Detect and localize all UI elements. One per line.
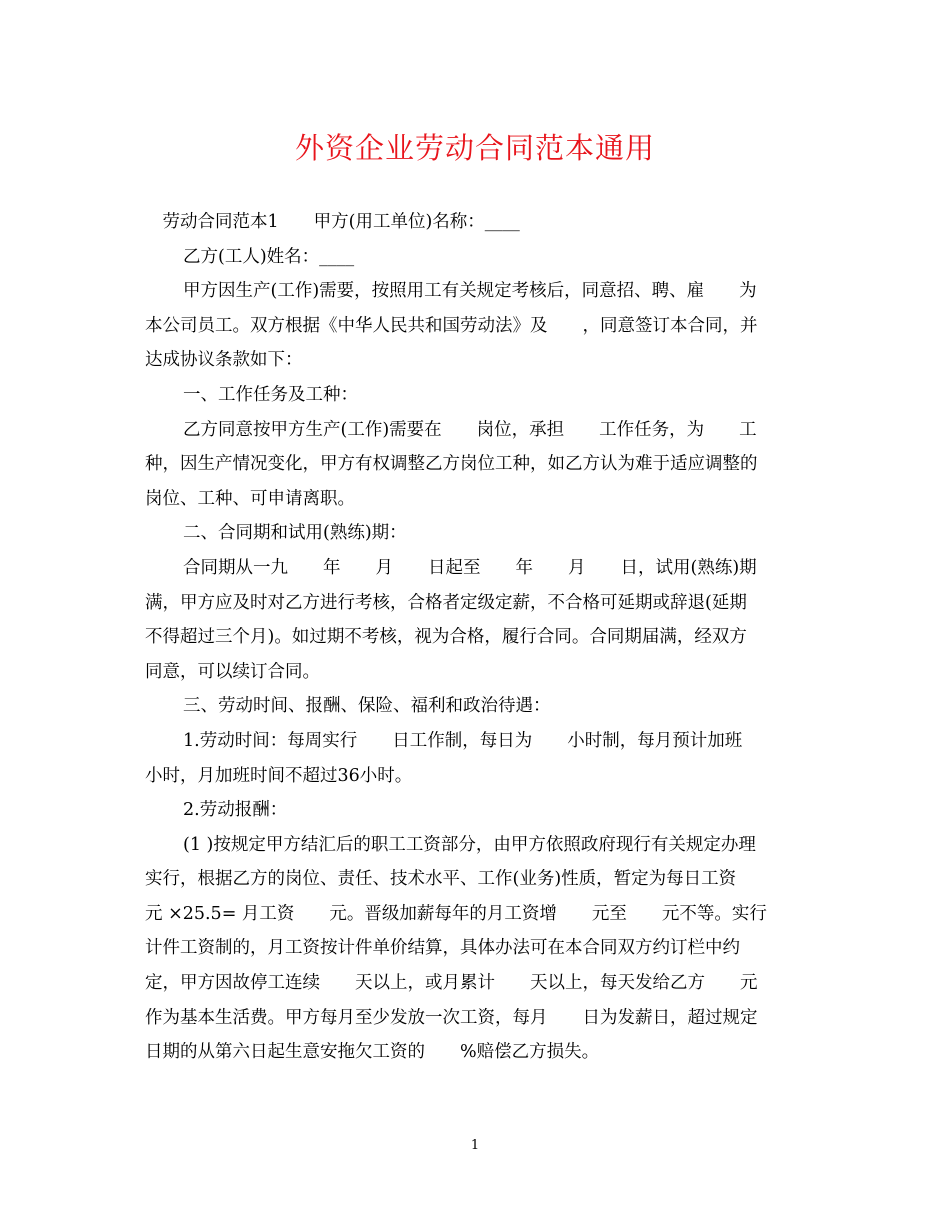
body-line: 岗位、工种、可申请离职。 bbox=[145, 488, 355, 509]
body-line: 乙方同意按甲方生产(工作)需要在 岗位，承担 工作任务，为 工 bbox=[183, 419, 757, 440]
body-line: 日期的从第六日起生意安拖欠工资的 %赔偿乙方损失。 bbox=[145, 1042, 600, 1063]
body-line: 2.劳动报酬： bbox=[183, 800, 288, 821]
body-line: 甲方因生产(工作)需要，按照用工有关规定考核后，同意招、聘、雇 为 bbox=[183, 281, 757, 302]
body-line: 元 ×25.5= 月工资 元。晋级加薪每年的月工资增 元至 元不等。实行 bbox=[145, 903, 767, 924]
body-line: 实行，根据乙方的岗位、责任、技术水平、工作(业务)性质，暂定为每日工资 bbox=[145, 869, 737, 890]
body-line: 满，甲方应及时对乙方进行考核，合格者定级定薪，不合格可延期或辞退(延期 bbox=[145, 592, 747, 613]
body-line: 不得超过三个月)。如过期不考核，视为合格，履行合同。合同期届满，经双方 bbox=[145, 627, 747, 648]
body-line: 1.劳动时间：每周实行 日工作制，每日为 小时制，每月预计加班 bbox=[183, 730, 743, 751]
body-line: 种，因生产情况变化，甲方有权调整乙方岗位工种，如乙方认为难于适应调整的 bbox=[145, 454, 758, 475]
body-line: 计件工资制的，月工资按计件单价结算，具体办法可在本合同双方约订栏中约 bbox=[145, 938, 740, 959]
body-line: 合同期从一九 年 月 日起至 年 月 日，试用(熟练)期 bbox=[183, 557, 757, 578]
body-line: 定，甲方因故停工连续 天以上，或月累计 天以上，每天发给乙方 元 bbox=[145, 973, 758, 994]
document-title: 外资企业劳动合同范本通用 bbox=[294, 131, 655, 165]
body-line: 作为基本生活费。甲方每月至少发放一次工资，每月 日为发薪日，超过规定 bbox=[145, 1007, 758, 1028]
body-line: 小时，月加班时间不超过36小时。 bbox=[145, 765, 413, 786]
body-line: 二、合同期和试用(熟练)期： bbox=[183, 523, 407, 544]
body-line: 一、工作任务及工种： bbox=[183, 384, 358, 405]
body-line: 本公司员工。双方根据《中华人民共和国劳动法》及 ，同意签订本合同，并 bbox=[145, 315, 758, 336]
body-line: 劳动合同范本1 甲方(用工单位)名称：____ bbox=[145, 212, 520, 232]
page-number: 1 bbox=[470, 1138, 480, 1153]
body-line: 三、劳动时间、报酬、保险、福利和政治待遇： bbox=[183, 696, 551, 717]
document-body bbox=[145, 205, 805, 1070]
body-line: (1 )按规定甲方结汇后的职工工资部分，由甲方依照政府现行有关规定办理 bbox=[183, 834, 756, 855]
body-line: 达成协议条款如下： bbox=[145, 350, 303, 371]
body-line: 同意，可以续订合同。 bbox=[145, 661, 320, 682]
body-line: 乙方(工人)姓名：____ bbox=[183, 246, 355, 267]
